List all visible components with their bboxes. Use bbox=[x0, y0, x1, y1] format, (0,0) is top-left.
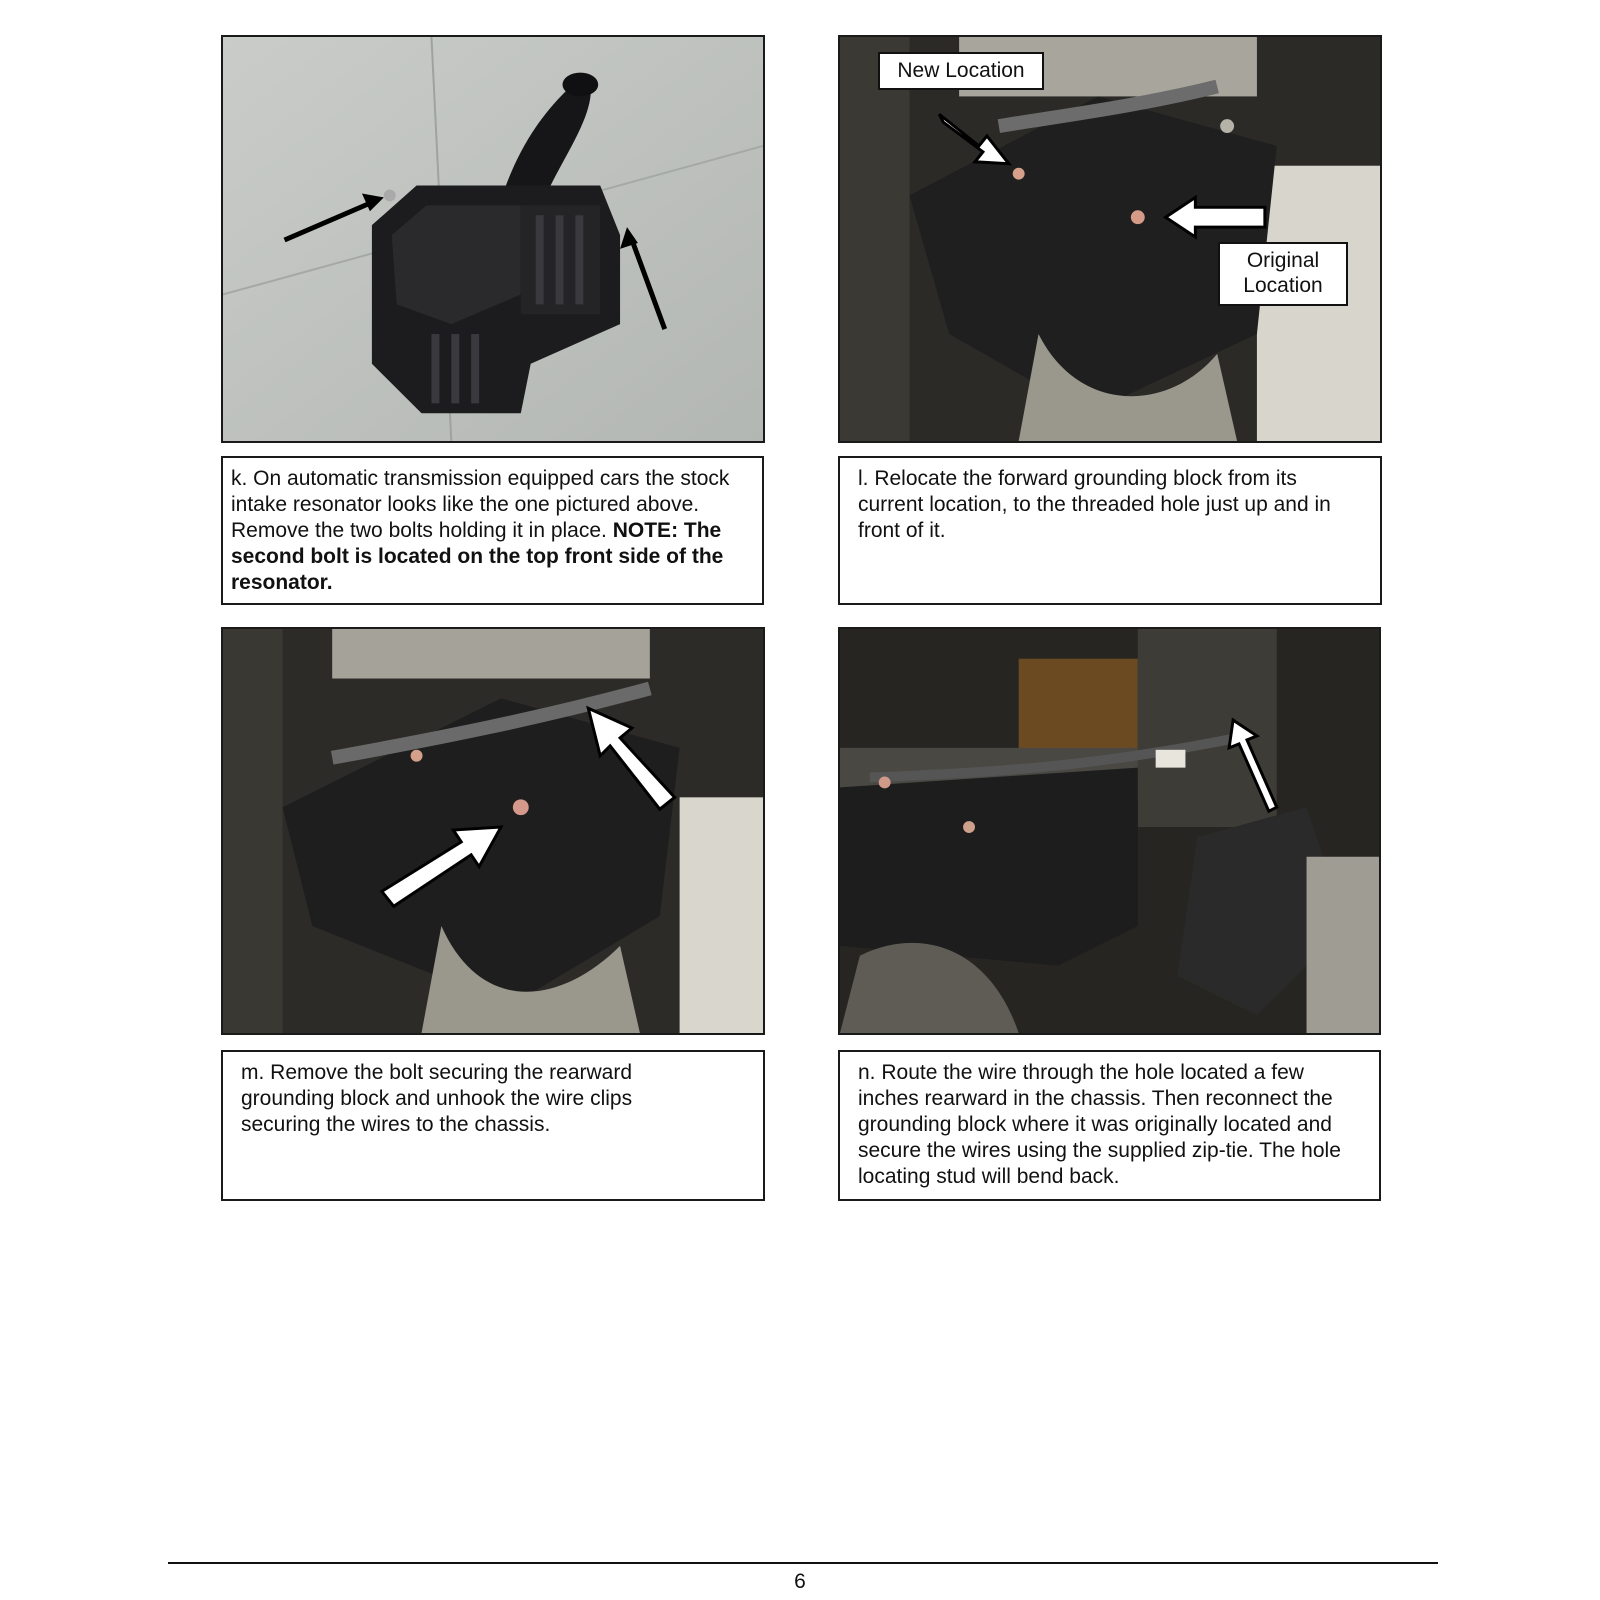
caption-n-text: n. Route the wire through the hole located a few inches rearward in the chassis. Then reconnect the grounding block where it was originally located and secure the wires using the supplied zip-tie. The hole locating stud will bend back. bbox=[858, 1061, 1341, 1188]
footer-divider bbox=[168, 1562, 1438, 1564]
caption-k-note: NOTE: The second bolt is located on the top front side of the resonator. bbox=[231, 519, 724, 594]
caption-l bbox=[838, 456, 1382, 605]
engine-bay-photo-n-image bbox=[840, 629, 1379, 1033]
engine-bay-photo-image bbox=[840, 37, 1380, 441]
photo-k-resonator bbox=[221, 35, 765, 443]
original-location-label: Original Location bbox=[1218, 242, 1348, 306]
photo-n-routed-wire bbox=[838, 627, 1381, 1035]
caption-l-text: l. Relocate the forward grounding block from its current location, to the threaded hole just up and in front of it. bbox=[858, 467, 1331, 542]
engine-bay-photo-m-image bbox=[223, 629, 763, 1033]
caption-k bbox=[221, 456, 764, 605]
page-number: 6 bbox=[794, 1570, 806, 1593]
photo-m-rearward-grounding-block bbox=[221, 627, 765, 1035]
caption-k-text: k. On automatic transmission equipped cars the stock intake resonator looks like the one pictured above. Remove the two bolts holding it in place. bbox=[231, 467, 730, 542]
caption-n bbox=[838, 1050, 1381, 1201]
caption-m-text: m. Remove the bolt securing the rearward grounding block and unhook the wire clips securing the wires to the chassis. bbox=[241, 1061, 633, 1136]
photo-l-grounding-block bbox=[838, 35, 1382, 443]
resonator-photo-image bbox=[223, 37, 763, 441]
caption-m bbox=[221, 1050, 765, 1201]
new-location-label: New Location bbox=[878, 52, 1044, 90]
